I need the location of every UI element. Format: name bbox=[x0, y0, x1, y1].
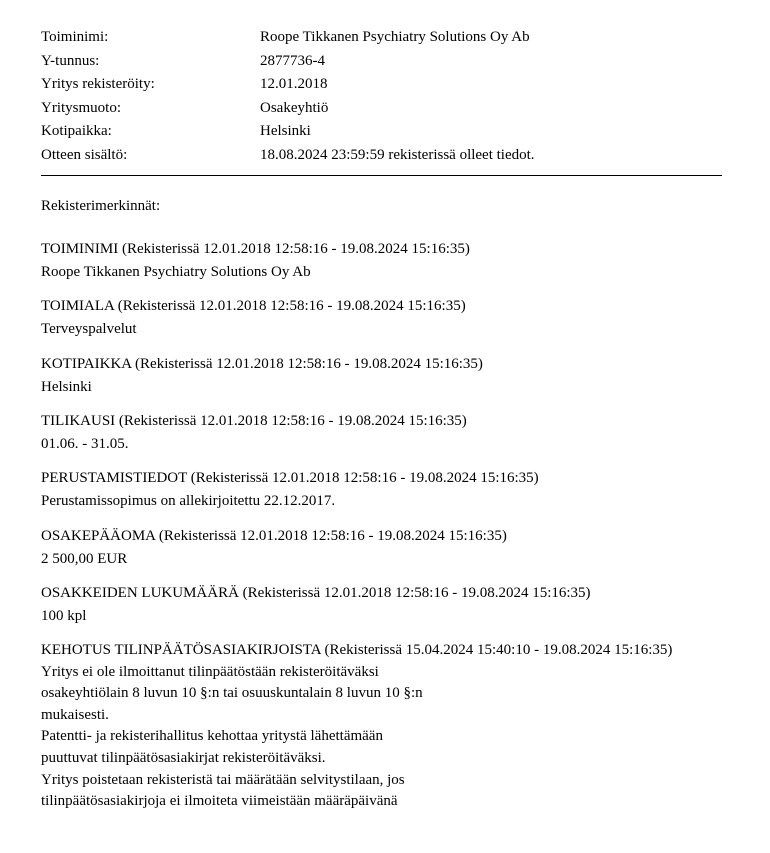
info-row-company-form bbox=[41, 99, 731, 123]
entry-line: tilinpäätösasiakirjoja ei ilmoiteta viimeistään määräpäivänä bbox=[41, 793, 398, 810]
info-row-extract-content bbox=[41, 146, 731, 170]
entry-heading: KEHOTUS TILINPÄÄTÖSASIAKIRJOISTA (Rekisterissä 15.04.2024 15:40:10 - 19.08.2024 15:16:35) bbox=[41, 642, 673, 658]
entry-line: Helsinki bbox=[41, 378, 92, 395]
entry-line: 100 kpl bbox=[41, 607, 87, 624]
entry-heading: TOIMIALA (Rekisterissä 12.01.2018 12:58:16 - 19.08.2024 15:16:35) bbox=[41, 298, 466, 314]
entry-heading: TOIMINIMI (Rekisterissä 12.01.2018 12:58:16 - 19.08.2024 15:16:35) bbox=[41, 241, 470, 257]
info-value: Helsinki bbox=[260, 123, 311, 139]
entry-line: Yritys ei ole ilmoittanut tilinpäätöstään rekisteröitäväksi bbox=[41, 663, 379, 680]
info-row-domicile bbox=[41, 122, 731, 146]
info-value: 2877736-4 bbox=[260, 52, 325, 69]
register-entries-title: Rekisterimerkinnät: bbox=[41, 198, 161, 214]
entry-line: Yritys poistetaan rekisteristä tai määrätään selvitystilaan, jos bbox=[41, 771, 405, 788]
entry-heading: PERUSTAMISTIEDOT (Rekisterissä 12.01.2018 12:58:16 - 19.08.2024 15:16:35) bbox=[41, 470, 539, 486]
entry-line: Perustamissopimus on allekirjoitettu 22.12.2017. bbox=[41, 492, 336, 509]
entry-heading: TILIKAUSI (Rekisterissä 12.01.2018 12:58:16 - 19.08.2024 15:16:35) bbox=[41, 413, 467, 429]
info-label: Yritys rekisteröity: bbox=[41, 76, 155, 92]
entry-line: Roope Tikkanen Psychiatry Solutions Oy Ab bbox=[41, 263, 311, 280]
info-value: 12.01.2018 bbox=[260, 76, 328, 92]
entry-line: puuttuvat tilinpäätösasiakirjat rekisteröitäväksi. bbox=[41, 749, 326, 766]
info-label: Y-tunnus: bbox=[41, 52, 100, 69]
entry-share-count bbox=[41, 584, 591, 628]
info-value: 18.08.2024 23:59:59 rekisterissä olleet tiedot. bbox=[260, 146, 535, 163]
info-label: Yritysmuoto: bbox=[41, 99, 122, 116]
entry-domicile bbox=[41, 355, 483, 399]
entry-line: Terveyspalvelut bbox=[41, 320, 137, 337]
info-label: Toiminimi: bbox=[41, 29, 109, 45]
info-row-registered bbox=[41, 75, 731, 99]
entry-line: mukaisesti. bbox=[41, 706, 109, 723]
info-label: Otteen sisältö: bbox=[41, 146, 128, 163]
entry-trade-name bbox=[41, 240, 470, 284]
entry-financial-period bbox=[41, 412, 467, 456]
entry-founding-info bbox=[41, 469, 539, 513]
entry-heading: OSAKEPÄÄOMA (Rekisterissä 12.01.2018 12:58:16 - 19.08.2024 15:16:35) bbox=[41, 528, 507, 544]
entry-line: 01.06. - 31.05. bbox=[41, 435, 129, 452]
entry-share-capital bbox=[41, 527, 507, 571]
info-row-name bbox=[41, 28, 731, 52]
info-row-business-id bbox=[41, 52, 731, 76]
entry-heading: OSAKKEIDEN LUKUMÄÄRÄ (Rekisterissä 12.01.2018 12:58:16 - 19.08.2024 15:16:35) bbox=[41, 585, 591, 601]
entry-line: Patentti- ja rekisterihallitus kehottaa yritystä lähettämään bbox=[41, 728, 383, 745]
entry-financial-statement-notice bbox=[41, 641, 672, 814]
divider bbox=[41, 175, 722, 176]
info-value: Osakeyhtiö bbox=[260, 99, 329, 116]
company-info bbox=[41, 28, 731, 169]
info-label: Kotipaikka: bbox=[41, 123, 112, 139]
entry-heading: KOTIPAIKKA (Rekisterissä 12.01.2018 12:58:16 - 19.08.2024 15:16:35) bbox=[41, 356, 483, 372]
entry-industry bbox=[41, 297, 466, 341]
entry-line: osakeyhtiölain 8 luvun 10 §:n tai osuuskuntalain 8 luvun 10 §:n bbox=[41, 685, 423, 702]
info-value: Roope Tikkanen Psychiatry Solutions Oy Ab bbox=[260, 29, 530, 45]
entry-line: 2 500,00 EUR bbox=[41, 550, 128, 567]
